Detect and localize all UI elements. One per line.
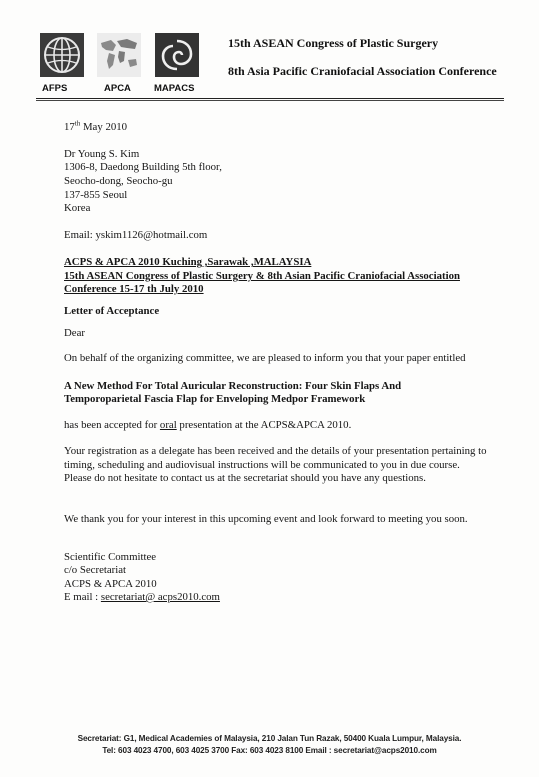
congress-title: 15th ASEAN Congress of Plastic Surgery <box>228 36 439 50</box>
subject-line: ACPS & APCA 2010 Kuching ,Sarawak ,MALAYSIA <box>64 256 312 268</box>
globe-emblem-icon <box>40 33 84 77</box>
recipient-name: Dr Young S. Kim <box>64 148 140 160</box>
acceptance-post: presentation at the ACPS&APCA 2010. <box>176 419 352 431</box>
footer-contact: Tel: 603 4023 4700, 603 4025 3700 Fax: 603 4023 8100 Email : secretariat@acps2010.com <box>102 746 437 755</box>
apca-logo-label: APCA <box>104 83 131 94</box>
acceptance-pre: has been accepted for <box>64 419 160 431</box>
date-day: 17 <box>64 121 75 133</box>
letter-date <box>64 121 127 135</box>
afps-logo-label: AFPS <box>42 83 68 94</box>
subject-line: Conference 15-17 th July 2010 <box>64 283 204 295</box>
footer-address: Secretariat: G1, Medical Academies of Malaysia, 210 Jalan Tun Razak, 50400 Kuala Lumpur, Malaysia. <box>77 734 462 743</box>
mapacs-logo-label: MAPACS <box>154 83 195 94</box>
logo-group <box>40 33 200 95</box>
paper-title: A New Method For Total Auricular Reconstruction: Four Skin Flaps And <box>64 380 402 392</box>
signature-line: c/o Secretariat <box>64 564 127 576</box>
registration-paragraph: Your registration as a delegate has been received and the details of your presentation pertaining to timing, scheduling and audiovisual instructions will be communicated to you in due course. Please do not hesitate to contact us at the secretariat should you have any questions. <box>64 445 487 485</box>
intro-paragraph: On behalf of the organizing committee, we are pleased to inform you that your paper entitled <box>64 352 466 364</box>
salutation: Dear <box>64 327 85 339</box>
letter-heading: Letter of Acceptance <box>64 305 160 317</box>
recipient-country: Korea <box>64 202 91 214</box>
world-map-icon <box>97 33 141 77</box>
presentation-mode: oral <box>159 419 177 431</box>
recipient-email: Email: yskim1126@hotmail.com <box>64 229 208 241</box>
conference-title: 8th Asia Pacific Craniofacial Association Conference <box>228 64 497 78</box>
signature-line: ACPS & APCA 2010 <box>64 578 157 590</box>
secretariat-email-link[interactable]: secretariat@ acps2010.com <box>100 591 220 603</box>
recipient-address-line: 1306-8, Daedong Building 5th floor, <box>64 161 222 173</box>
acceptance-sentence <box>64 419 351 433</box>
signature-line: Scientific Committee <box>64 551 157 563</box>
signature-email-label: E mail : <box>64 591 101 603</box>
paper-title: Temporoparietal Fascia Flap for Enveloping Medpor Framework <box>64 393 366 405</box>
date-suffix: th <box>74 119 81 128</box>
subject-line: 15th ASEAN Congress of Plastic Surgery & 8th Asian Pacific Craniofacial Association <box>64 270 460 282</box>
recipient-address-line: 137-855 Seoul <box>64 189 128 201</box>
signature-email <box>64 591 220 605</box>
thanks-paragraph: We thank you for your interest in this upcoming event and look forward to meeting you soon. <box>64 513 468 525</box>
spiral-emblem-icon <box>155 33 199 77</box>
date-rest: May 2010 <box>80 121 128 133</box>
header-divider <box>36 98 504 101</box>
recipient-address-line: Seocho-dong, Seocho-gu <box>64 175 173 187</box>
